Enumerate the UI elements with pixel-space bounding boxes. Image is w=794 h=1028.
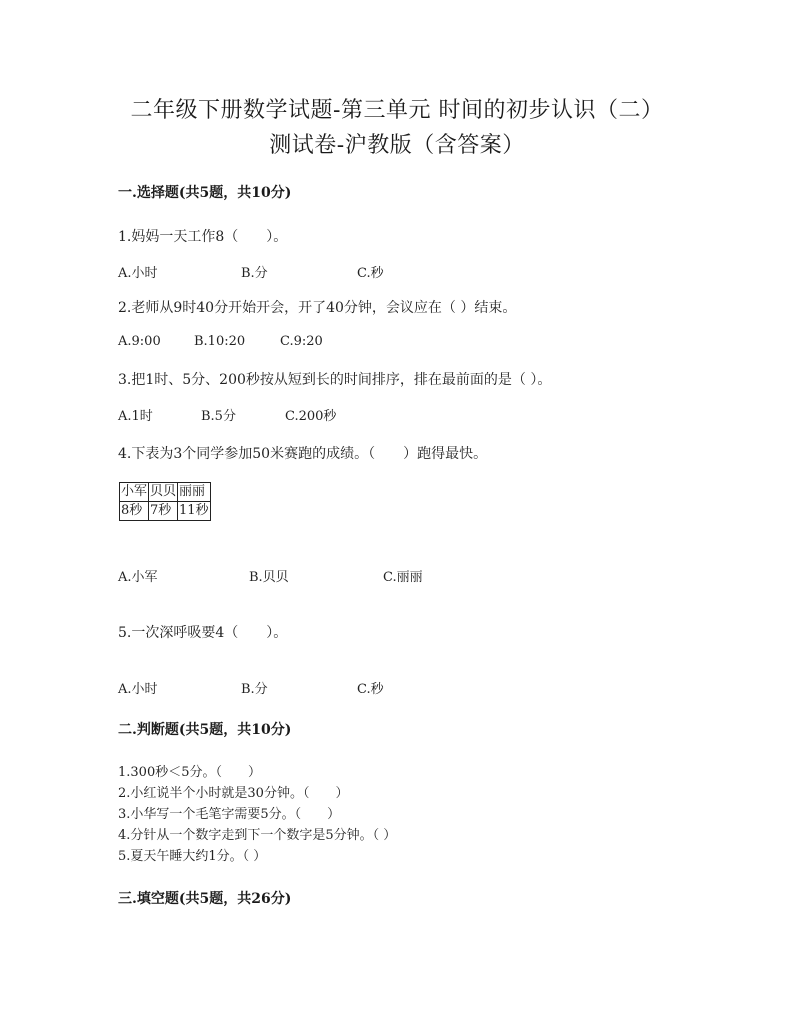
question-4: 4.下表为3个同学参加50米赛跑的成绩。（ ）跑得最快。 <box>118 446 488 462</box>
document-title-line2: 测试卷-沪教版（含答案） <box>269 133 525 158</box>
judgement-item-1: 1.300秒＜5分。（ ） <box>118 765 261 780</box>
question-4-option-a: A.小军 <box>118 570 158 585</box>
question-2-option-c: C.9:20 <box>280 334 323 349</box>
table-header-cell: 小军 <box>120 483 149 502</box>
question-2: 2.老师从9时40分开始开会，开了40分钟，会议应在（ ）结束。 <box>118 300 517 316</box>
race-results-table <box>119 482 211 521</box>
question-1-option-a: A.小时 <box>118 266 158 281</box>
question-2-option-b: B.10:20 <box>194 334 246 349</box>
section-heading-choice: 一.选择题(共5题，共10分) <box>118 185 292 201</box>
question-2-option-a: A.9:00 <box>118 334 161 349</box>
question-1-option-c: C.秒 <box>357 266 384 281</box>
question-4-option-b: B.贝贝 <box>249 570 289 585</box>
table-cell: 7秒 <box>149 502 178 521</box>
question-1: 1.妈妈一天工作8（ ）。 <box>118 229 288 245</box>
question-4-option-c: C.丽丽 <box>383 570 423 585</box>
question-5: 5.一次深呼吸要4（ ）。 <box>118 625 288 641</box>
judgement-item-4: 4.分针从一个数字走到下一个数字是5分钟。（ ） <box>118 828 397 843</box>
question-5-option-c: C.秒 <box>357 682 384 697</box>
question-5-option-a: A.小时 <box>118 682 158 697</box>
table-cell: 8秒 <box>120 502 149 521</box>
judgement-item-3: 3.小华写一个毛笔字需要5分。（ ） <box>118 807 341 822</box>
question-1-option-b: B.分 <box>241 266 268 281</box>
table-cell: 11秒 <box>178 502 211 521</box>
question-3-option-b: B.5分 <box>201 409 236 424</box>
question-3-option-a: A.1时 <box>118 409 153 424</box>
judgement-item-5: 5.夏天午睡大约1分。（ ） <box>118 849 267 864</box>
document-title-line1: 二年级下册数学试题-第三单元 时间的初步认识（二） <box>130 98 664 123</box>
table-row <box>120 502 211 521</box>
table-header-row <box>120 483 211 502</box>
table-header-cell: 贝贝 <box>149 483 178 502</box>
table-header-cell: 丽丽 <box>178 483 211 502</box>
section-heading-judgement: 二.判断题(共5题，共10分) <box>118 722 292 738</box>
judgement-item-2: 2.小红说半个小时就是30分钟。（ ） <box>118 786 349 801</box>
question-3: 3.把1时、5分、200秒按从短到长的时间排序，排在最前面的是（ ）。 <box>118 372 552 388</box>
question-3-option-c: C.200秒 <box>285 409 337 424</box>
section-heading-fill-in: 三.填空题(共5题，共26分) <box>118 891 292 907</box>
question-5-option-b: B.分 <box>241 682 268 697</box>
